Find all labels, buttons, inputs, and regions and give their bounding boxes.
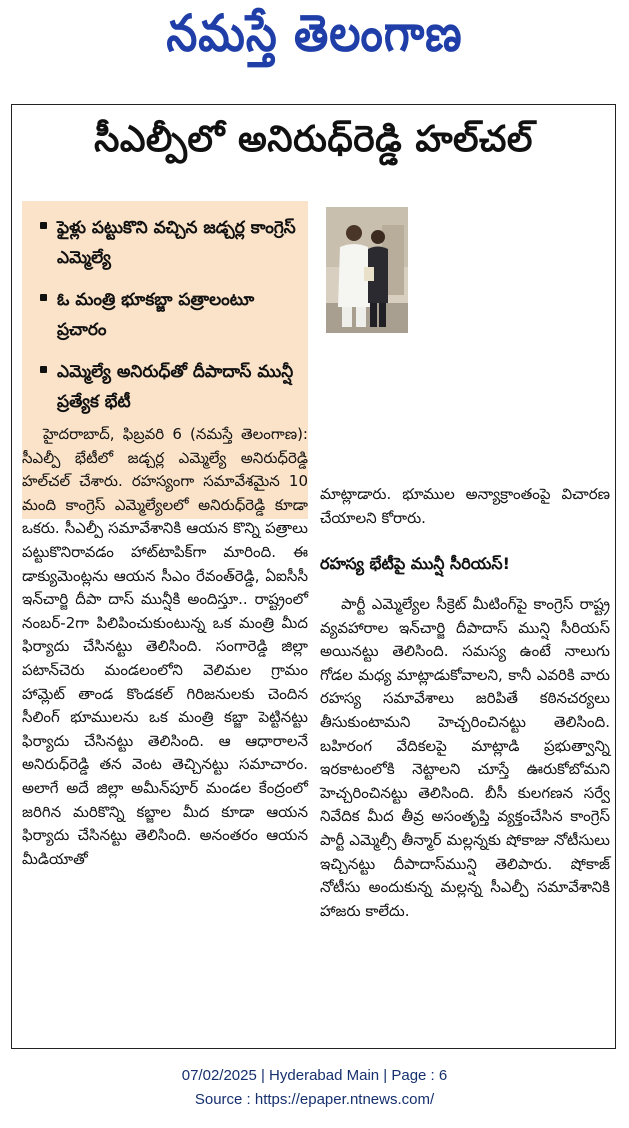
highlight-item: ఓ మంత్రి భూకబ్జా పత్రాలంటూ ప్రచారం (40, 285, 298, 345)
bullet-icon (40, 366, 47, 373)
masthead (0, 0, 629, 80)
article-photo (326, 207, 408, 333)
masthead-title: నమస్తే తెలంగాణ (166, 4, 463, 63)
article-frame (11, 104, 616, 1049)
highlight-item: ఎమ్మెల్యే అనిరుధ్‌తో దీపాదాస్‌ మున్షీ ప్రత్యేక భేటీ (40, 357, 298, 417)
article-body-left: హైదరాబాద్‌, ఫిబ్రవరి 6 (నమస్తే తెలంగాణ): సీఎల్పీ భేటీలో జడ్చర్ల ఎమ్మెల్యే అనిరుధ్‌రెడ్డి హల్‌చల్‌ చేశారు. రహస్యంగా సమావేశమైన 10 మంది కాంగ్రెస్‌ ఎమ్మెల్యేలలో అనిరుధ్‌రెడ్డి కూడా ఒకరు. సీఎల్పీ సమావేశానికి ఆయన కొన్ని పత్రాలు పట్టుకొనిరావడం హాట్‌టాపిక్‌గా మారింది. ఈ డాక్యుమెంట్లను ఆయన సీఎం రేవంత్‌రెడ్డి, ఏఐసీసీ ఇన్‌చార్జి దీపా దాస్‌ మున్షీకి అందిస్తూ.. రాష్ట్రంలో నంబర్‌-2గా పిలిపించుకుంటున్న ఒక మంత్రి మీద ఫిర్యాదు చేసినట్టు తెలిసింది. సంగారెడ్డి జిల్లా పటాన్‌చెరు మండలంలోని వెలిమల గ్రామం హామ్లెట్‌ తాండ కొండకల్‌ గిరిజనులకు చెందిన సీలింగ్‌ భూములను ఒక మంత్రి కబ్జా పెట్టినట్టు ఫిర్యాదు చేసినట్టు తెలిసింది. ఆ ఆధారాలనే అనిరుధ్‌రెడ్డి తన వెంట తెచ్చినట్టు సమాచారం. అలాగే అదే జిల్లా అమీన్‌పూర్‌ మండల కేంద్రంలో జరిగిన మరికొన్ని కబ్జాల మీద కూడా ఆయన ఫిర్యాదు చేసినట్టు తెలిసింది. అనంతరం ఆయన మీడియాతో (22, 425, 308, 868)
article-body-right: పార్టీ ఎమ్మెల్యేల సీక్రెట్‌ మీటింగ్‌పై కాంగ్రెస్‌ రాష్ట్ర వ్యవహారాల ఇన్‌చార్జి దీపాదాస్‌ మున్షి సీరియస్‌ అయినట్టు తెలిసింది. సమస్య ఉంటే నాలుగు గోడల మధ్య మాట్లాడుకోవాలని, కానీ ఎవరికి వారు రహస్య సమావేశాలు జరిపితే కఠినచర్యలు తీసుకుంటామని హెచ్చరించినట్టు తెలిసింది. బహిరంగ వేదికలపై మాట్లాడి ప్రభుత్వాన్ని ఇరకాటంలోకి నెట్టాలని చూస్తే ఊరుకోబోమని హెచ్చరించినట్టు తెలిసింది. బీసీ కులగణన సర్వే నివేదిక మీద తీవ్ర అసంతృప్తి వ్యక్తంచేసిన కాంగ్రెస్‌ పార్టీ ఎమ్మెల్సీ తీన్మార్‌ మల్లన్నకు షోకాజు నోటీసులు ఇచ్చినట్టు దీపాదాస్‌మున్షి తెలిపారు. షోకాజ్‌ నోటీసు అందుకున్న మల్లన్న సీఎల్పీ సమావేశానికి హాజరు కాలేదు. (320, 595, 610, 920)
page-footer (0, 1064, 629, 1112)
two-men-photo-icon (326, 207, 408, 333)
bullet-icon (40, 222, 47, 229)
footer-date-edition: 07/02/2025 | Hyderabad Main | Page : 6 (181, 1067, 448, 1084)
article-headline: సీఎల్పీలో అనిరుధ్‌రెడ్డి హల్‌చల్‌ (94, 119, 533, 160)
article-subheading: రహస్య భేటీపై మున్షీ సీరియస్‌! (320, 554, 510, 573)
article-body-right-continuation: మాట్లాడారు. భూముల అన్యాక్రాంతంపై విచారణ చేయాలని కోరారు. (320, 485, 610, 527)
footer-source: Source : https://epaper.ntnews.com/ (194, 1091, 435, 1108)
highlight-item: ఫైళ్లు పట్టుకొని వచ్చిన జడ్చర్ల కాంగ్రెస్‌ ఎమ్మెల్యే (40, 213, 298, 273)
bullet-icon (40, 294, 47, 301)
